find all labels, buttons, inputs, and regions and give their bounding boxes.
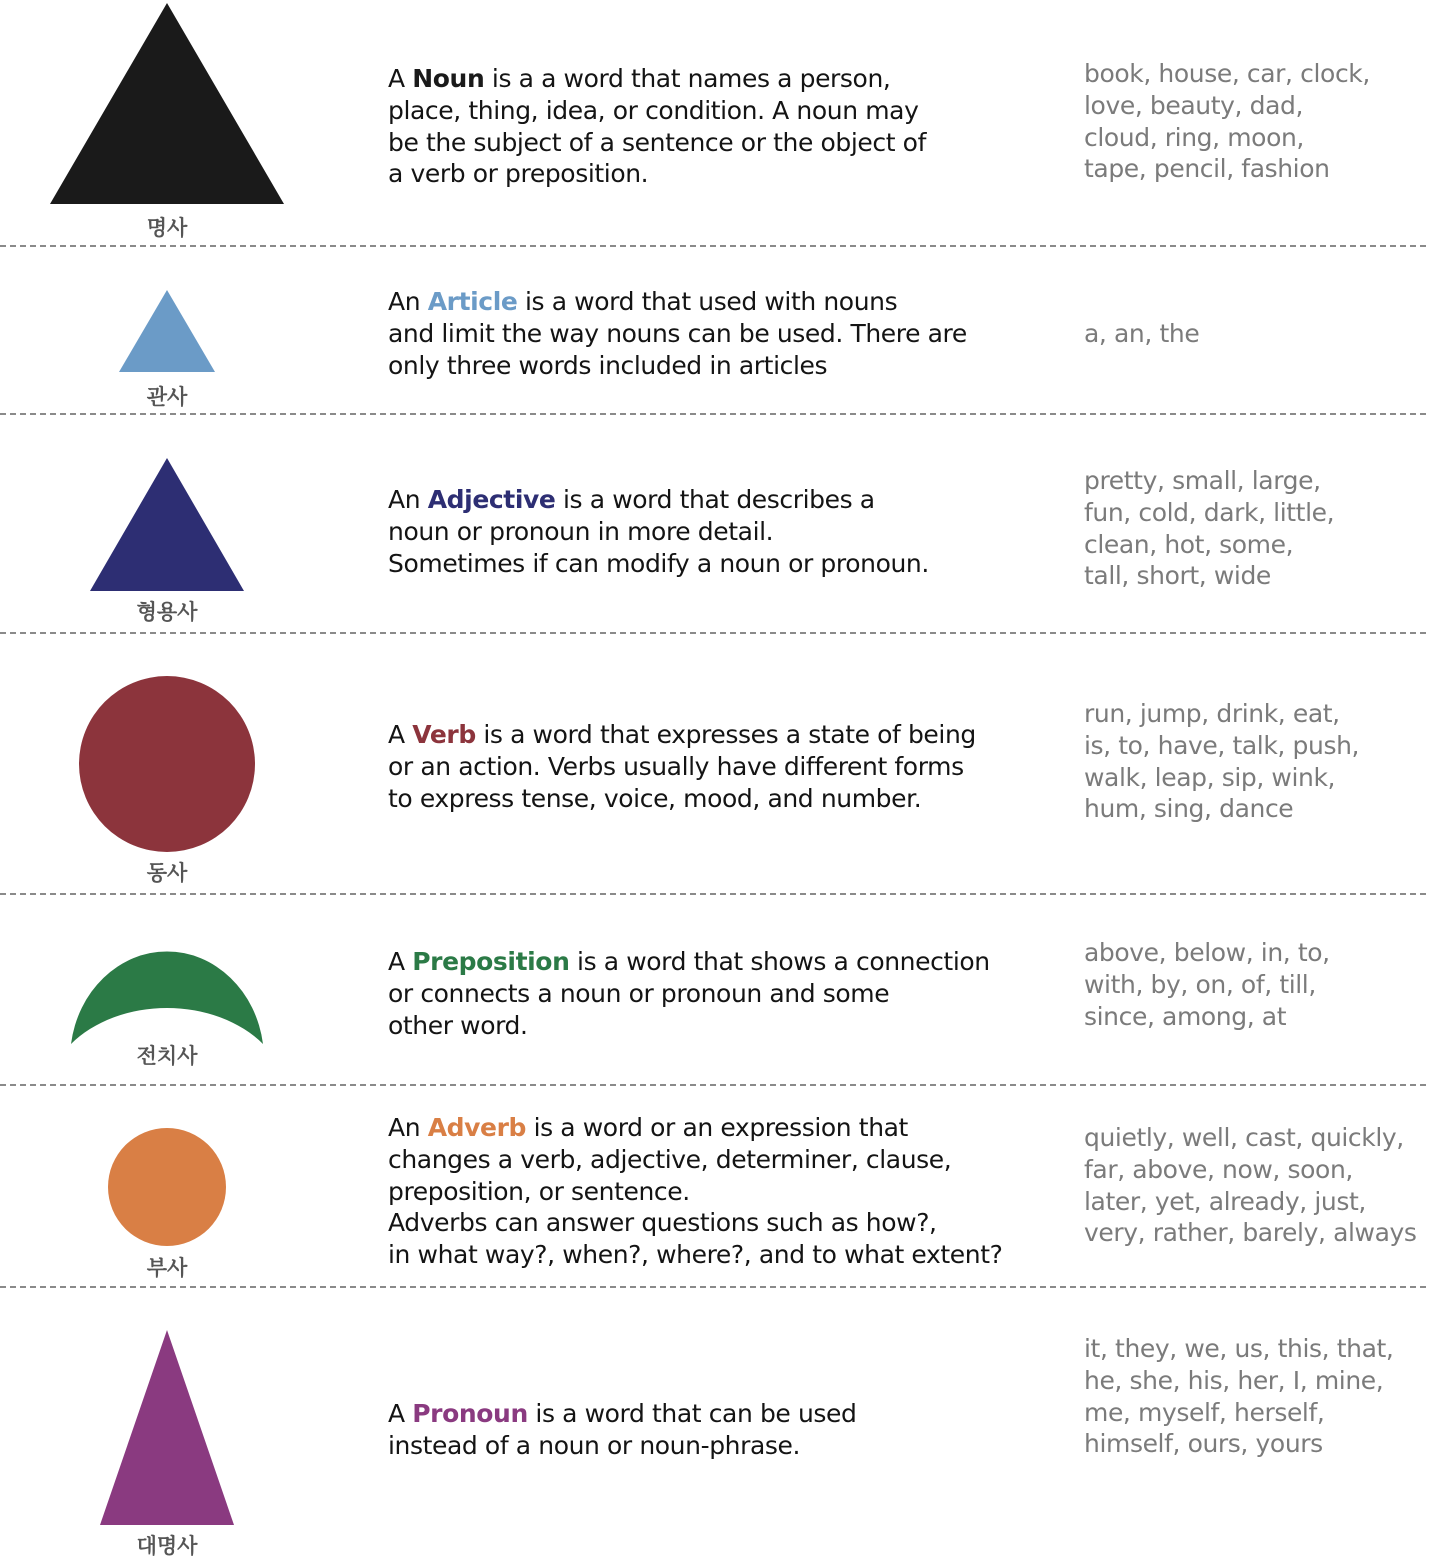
adverb-circle-shape [108, 1128, 226, 1246]
example-line: pretty, small, large, [1084, 466, 1321, 495]
examples-list [1084, 318, 1424, 350]
example-line: himself, ours, yours [1084, 1429, 1323, 1459]
example-line: tape, pencil, fashion [1084, 154, 1330, 184]
definition-text [388, 1112, 1028, 1271]
desc-line: is a word that expresses a state of being [475, 720, 976, 749]
term-highlight: Adverb [427, 1113, 527, 1142]
examples-list [1084, 1333, 1424, 1460]
preposition-crescent-shape [71, 951, 263, 1044]
korean-label: 부사 [146, 1256, 188, 1280]
desc-line: is a word that can be used [527, 1399, 857, 1428]
desc-line: is a word that shows a connection [569, 947, 990, 976]
korean-label: 대명사 [136, 1534, 198, 1558]
example-line: fun, cold, dark, little, [1084, 497, 1335, 527]
term-highlight: Noun [412, 64, 485, 93]
desc-line: Adverbs can answer questions such as how?, [388, 1208, 937, 1238]
row-separator [0, 1084, 1426, 1086]
korean-label: 전치사 [136, 1044, 198, 1068]
desc-line: be the subject of a sentence or the object of [388, 127, 926, 157]
desc-line: in what way?, when?, where?, and to what extent? [388, 1240, 1003, 1270]
desc-line: Sometimes if can modify a noun or pronoun. [388, 548, 929, 578]
row-separator [0, 632, 1426, 634]
examples-list [1084, 937, 1424, 1032]
example-line: he, she, his, her, I, mine, [1084, 1365, 1384, 1395]
term-highlight: Verb [412, 720, 476, 749]
desc-line: only three words included in articles [388, 350, 828, 380]
desc-prefix: An [388, 1113, 428, 1142]
noun-triangle-shape [50, 3, 284, 204]
row-separator [0, 245, 1426, 247]
desc-line: and limit the way nouns can be used. There are [388, 318, 967, 348]
example-line: with, by, on, of, till, [1084, 969, 1316, 999]
example-line: later, yet, already, just, [1084, 1186, 1366, 1216]
desc-prefix: A [388, 1399, 413, 1428]
desc-line: or connects a noun or pronoun and some [388, 978, 890, 1008]
definition-text [388, 286, 1028, 381]
desc-prefix: A [388, 720, 413, 749]
term-highlight: Pronoun [412, 1399, 528, 1428]
desc-prefix: A [388, 947, 413, 976]
example-line: above, below, in, to, [1084, 938, 1330, 967]
korean-label: 동사 [146, 861, 188, 885]
definition-text [388, 484, 1028, 579]
desc-line: instead of a noun or noun-phrase. [388, 1430, 801, 1460]
definition-text [388, 946, 1028, 1041]
desc-line: is a word or an expression that [526, 1113, 908, 1142]
desc-line: preposition, or sentence. [388, 1176, 690, 1206]
example-line: since, among, at [1084, 1001, 1287, 1031]
desc-line: a verb or preposition. [388, 159, 649, 189]
example-line: clean, hot, some, [1084, 529, 1294, 559]
example-line: run, jump, drink, eat, [1084, 699, 1340, 728]
example-line: very, rather, barely, always [1084, 1218, 1417, 1248]
row-separator [0, 893, 1426, 895]
example-line: walk, leap, sip, wink, [1084, 762, 1336, 792]
pronoun-triangle-shape [100, 1330, 234, 1525]
example-line: far, above, now, soon, [1084, 1154, 1353, 1184]
row-separator [0, 413, 1426, 415]
term-highlight: Adjective [427, 485, 556, 514]
definition-text [388, 719, 1028, 814]
term-highlight: Preposition [412, 947, 570, 976]
example-line: it, they, we, us, this, that, [1084, 1334, 1394, 1363]
examples-list [1084, 58, 1424, 185]
example-line: me, myself, herself, [1084, 1397, 1325, 1427]
korean-label: 관사 [146, 385, 188, 409]
desc-line: is a word that describes a [555, 485, 875, 514]
example-line: quietly, well, cast, quickly, [1084, 1123, 1404, 1152]
desc-prefix: A [388, 64, 413, 93]
desc-line: noun or pronoun in more detail. [388, 516, 774, 546]
korean-label: 명사 [146, 216, 188, 240]
desc-line: or an action. Verbs usually have different forms [388, 751, 964, 781]
term-highlight: Article [427, 287, 518, 316]
desc-prefix: An [388, 287, 428, 316]
example-line: hum, sing, dance [1084, 794, 1294, 824]
examples-list [1084, 465, 1424, 592]
example-line: is, to, have, talk, push, [1084, 730, 1360, 760]
example-line: book, house, car, clock, [1084, 59, 1370, 88]
row-separator [0, 1286, 1426, 1288]
verb-circle-shape [79, 676, 255, 852]
desc-prefix: An [388, 485, 428, 514]
korean-label: 형용사 [136, 600, 198, 624]
definition-text [388, 63, 1028, 190]
definition-text [388, 1398, 1028, 1462]
example-line: cloud, ring, moon, [1084, 122, 1304, 152]
adjective-triangle-shape [90, 458, 244, 591]
examples-list [1084, 698, 1424, 825]
desc-line: other word. [388, 1010, 528, 1040]
article-triangle-shape [119, 290, 215, 372]
desc-line: changes a verb, adjective, determiner, clause, [388, 1144, 952, 1174]
examples-list [1084, 1122, 1424, 1249]
desc-line: is a a word that names a person, [484, 64, 891, 93]
desc-line: place, thing, idea, or condition. A noun may [388, 95, 919, 125]
desc-line: is a word that used with nouns [517, 287, 898, 316]
example-line: a, an, the [1084, 319, 1200, 348]
example-line: tall, short, wide [1084, 561, 1271, 591]
desc-line: to express tense, voice, mood, and number. [388, 783, 922, 813]
example-line: love, beauty, dad, [1084, 90, 1304, 120]
